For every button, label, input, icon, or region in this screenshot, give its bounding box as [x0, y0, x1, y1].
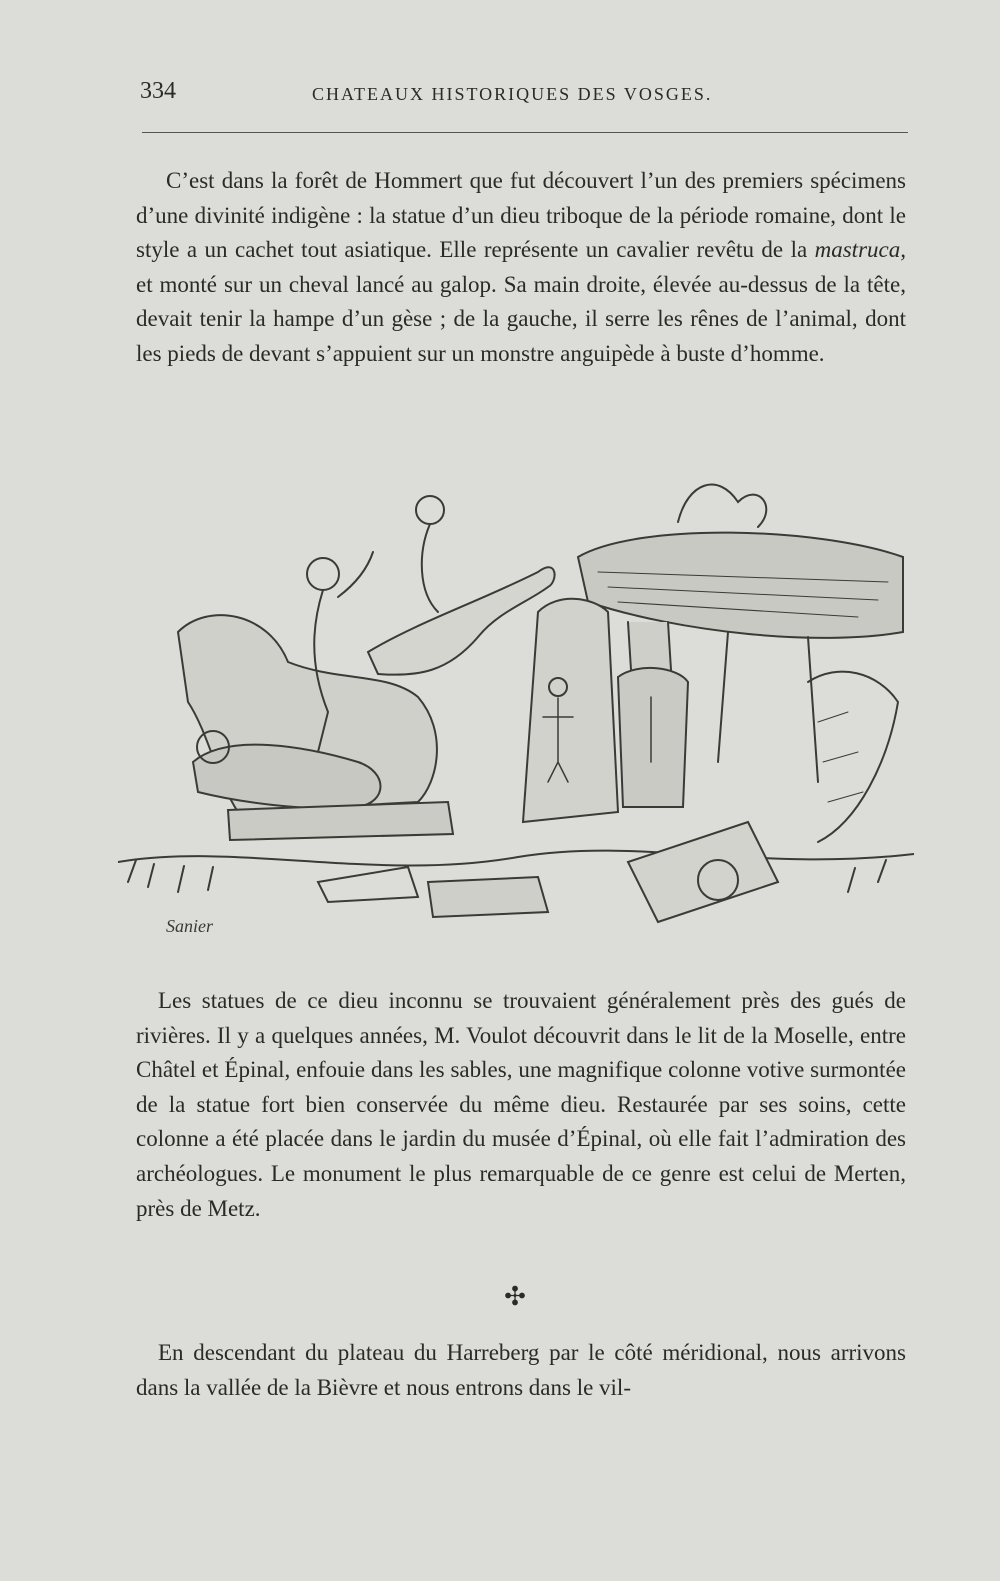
artist-signature: Sanier — [166, 916, 213, 936]
paragraph-1-italic: mastruca, — [814, 237, 906, 263]
page-number: 334 — [140, 78, 176, 104]
engraving-illustration — [118, 462, 914, 952]
running-title: CHATEAUX HISTORIQUES DES VOSGES. — [312, 84, 713, 104]
paragraph-1-start: C’est dans la forêt de Hommert que fut découvert l’un des premiers spécimens d’une divinité indigène : la statue d’un dieu triboque de la période romaine, dont le style a un cachet tout asiatique. Elle représente un cavalier revêtu de la — [136, 168, 906, 263]
paragraph-1 — [136, 164, 906, 372]
paragraph-2: Les statues de ce dieu inconnu se trouvaient généralement près des gués de rivières. Il y a quelques années, M. Voulot découvrit dans le lit de la Moselle, entre Châtel et Épinal, enfouie dans les sables, une magnifique colonne votive surmontée de la statue fort bien conservée du même dieu. Restaurée par ses soins, cette colonne a été placée dans le jardin du musée d’Épinal, où elle fait l’admiration des archéologues. Le monument le plus remarquable de ce genre est celui de Merten, près de Metz. — [136, 988, 906, 1221]
paragraph-3: En descendant du plateau du Harreberg par le côté méridional, nous arrivons dans la vallée de la Bièvre et nous entrons dans le vil- — [136, 1340, 906, 1400]
page-header — [140, 78, 910, 114]
section-ornament-icon: ✣ — [504, 1282, 526, 1311]
paragraph-1-end: et monté sur un cheval lancé au galop. Sa main droite, élevée au-dessus de la tête, devait tenir la hampe d’un gèse ; de la gauche, il serre les rênes de l’animal, dont les pieds de devant s’appuient sur un monstre anguipède à buste d’homme. — [136, 271, 906, 366]
header-rule — [142, 132, 908, 133]
